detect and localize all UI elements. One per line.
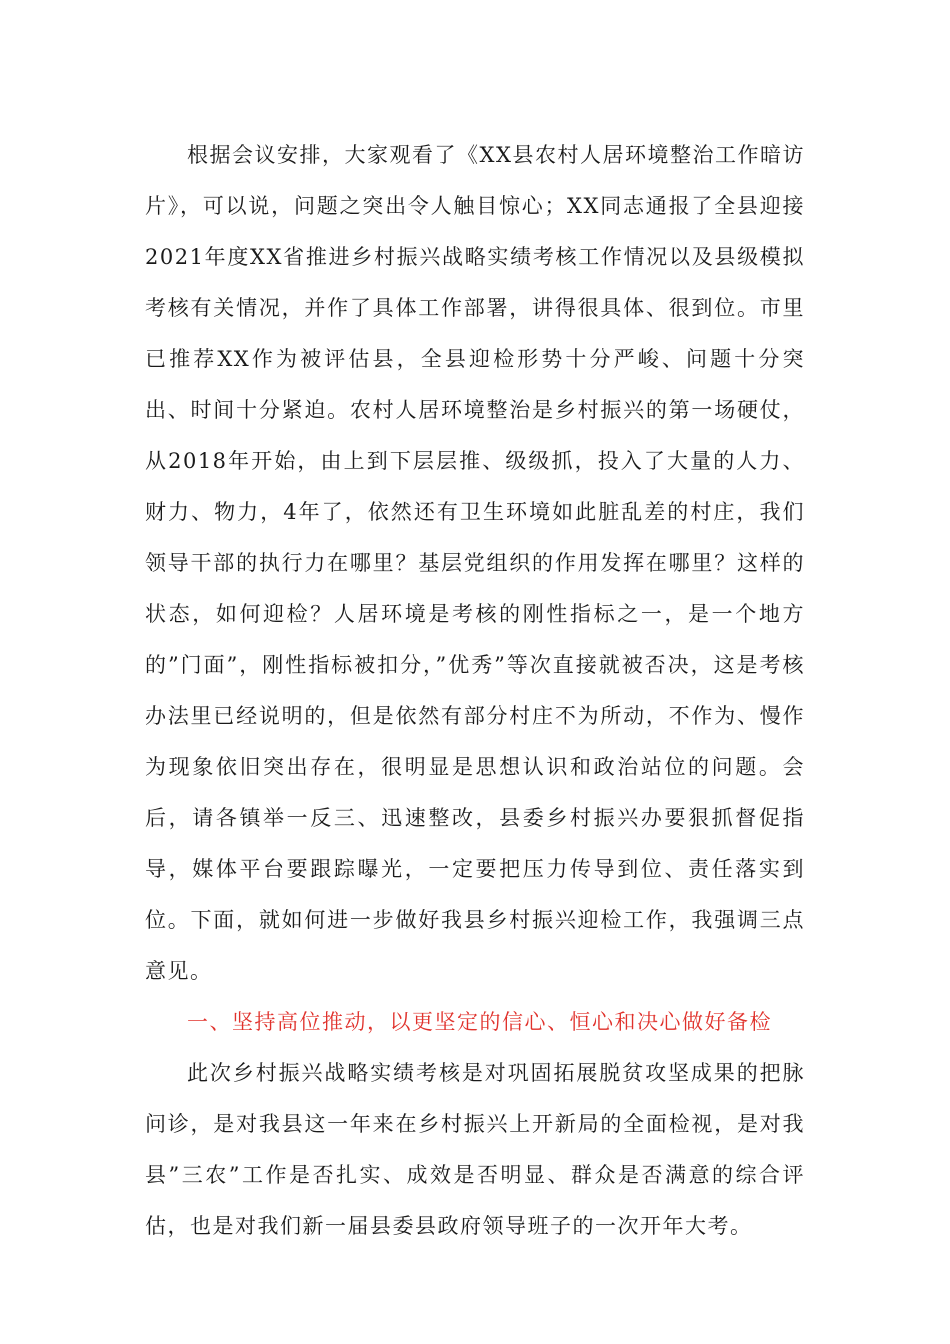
paragraph-intro: 根据会议安排，大家观看了《XX县农村人居环境整治工作暗访片》，可以说，问题之突出令人触目惊心；XX同志通报了全县迎接2021年度XX省推进乡村振兴战略实绩考核工作情况以及县级模拟考核有关情况，并作了具体工作部署，讲得很具体、很到位。市里已推荐XX作为被评估县，全县迎检形势十分严峻、问题十分突出、时间十分紧迫。农村人居环境整治是乡村振兴的第一场硬仗，从2018年开始，由上到下层层推、级级抓，投入了大量的人力、财力、物力，4年了，依然还有卫生环境如此脏乱差的村庄，我们领导干部的执行力在哪里？基层党组织的作用发挥在哪里？这样的状态，如何迎检？人居环境是考核的刚性指标之一，是一个地方的”门面”，刚性指标被扣分，”优秀”等次直接就被否决，这是考核办法里已经说明的，但是依然有部分村庄不为所动，不作为、慢作为现象依旧突出存在，很明显是思想认识和政治站位的问题。会后，请各镇举一反三、迅速整改，县委乡村振兴办要狠抓督促指导，媒体平台要跟踪曝光，一定要把压力传导到位、责任落实到位。下面，就如何进一步做好我县乡村振兴迎检工作，我强调三点意见。 bbox=[145, 143, 805, 983]
document-body bbox=[145, 130, 805, 1252]
section-heading-1: 一、坚持高位推动，以更坚定的信心、恒心和决心做好备检 bbox=[187, 1010, 772, 1034]
paragraph-section-1: 此次乡村振兴战略实绩考核是对巩固拓展脱贫攻坚成果的把脉问诊，是对我县这一年来在乡村振兴上开新局的全面检视，是对我县”三农”工作是否扎实、成效是否明显、群众是否满意的综合评估，也是对我们新一届县委县政府领导班子的一次开年大考。 bbox=[145, 1061, 805, 1238]
